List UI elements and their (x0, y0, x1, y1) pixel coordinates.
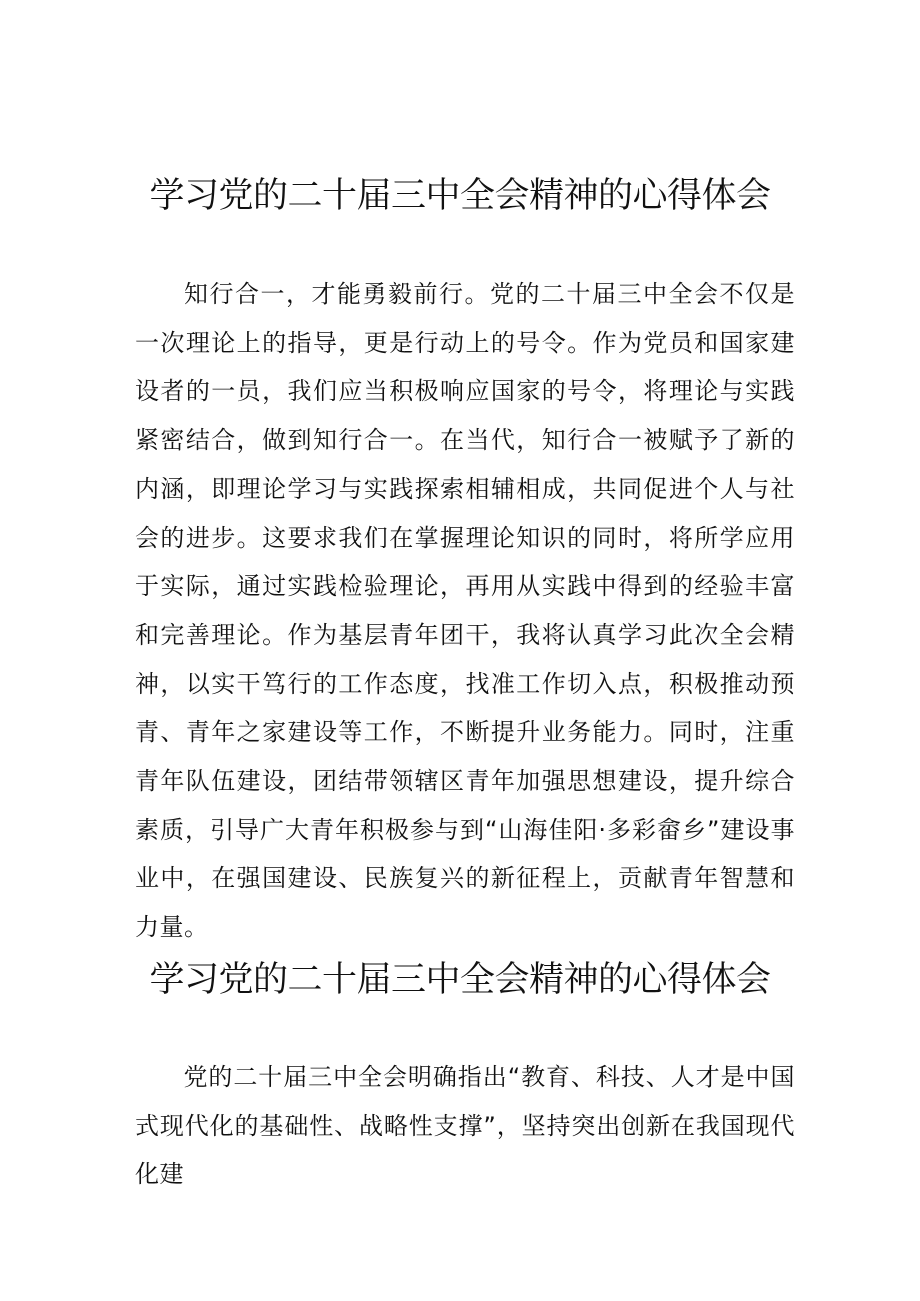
paragraph-2-text: 党的二十届三中全会明确指出“教育、科技、人才是中国式现代化的基础性、战略性支撑”，坚持突出创新在我国现代化建 (135, 1063, 795, 1189)
essay-title-2: 学习党的二十届三中全会精神的心得体会 (149, 960, 771, 1000)
essay-title-1: 学习党的二十届三中全会精神的心得体会 (149, 176, 771, 216)
essay-paragraph-1 (135, 270, 795, 952)
essay-paragraph-2 (135, 1053, 795, 1199)
paragraph-1-text: 知行合一，才能勇毅前行。党的二十届三中全会不仅是一次理论上的指导，更是行动上的号令。作为党员和国家建设者的一员，我们应当积极响应国家的号令，将理论与实践紧密结合，做到知行合一。在当代，知行合一被赋予了新的内涵，即理论学习与实践探索相辅相成，共同促进个人与社会的进步。这要求我们在掌握理论知识的同时，将所学应用于实际，通过实践检验理论，再用从实践中得到的经验丰富和完善理论。作为基层青年团干，我将认真学习此次全会精神，以实干笃行的工作态度，找准工作切入点，积极推动预青、青年之家建设等工作，不断提升业务能力。同时，注重青年队伍建设，团结带领辖区青年加强思想建设，提升综合素质，引导广大青年积极参与到“山海佳阳·多彩畲乡”建设事业中，在强国建设、民族复兴的新征程上，贡献青年智慧和力量。 (135, 280, 795, 942)
